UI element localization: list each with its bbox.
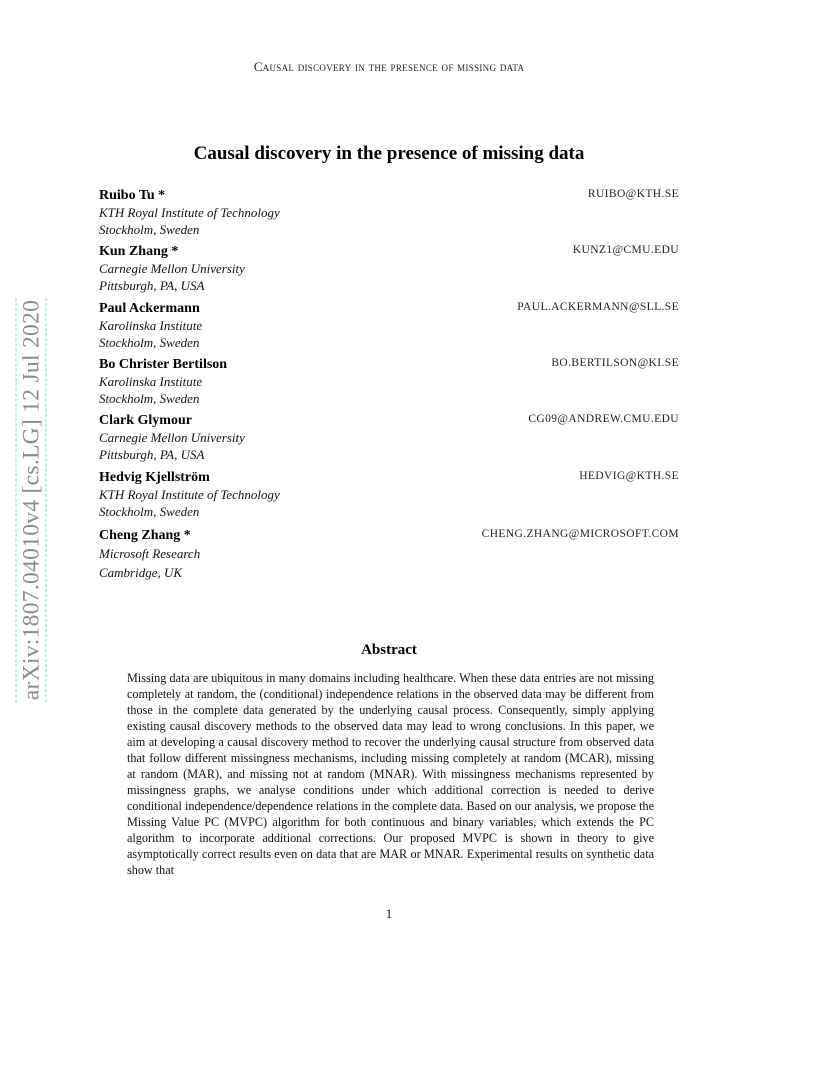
author-affiliation: KTH Royal Institute of Technology	[99, 205, 280, 220]
author-name: Hedvig Kjellström	[99, 470, 210, 485]
arxiv-stamp[interactable]	[15, 268, 47, 732]
arxiv-stamp-text: arXiv:1807.04010v4 [cs.LG] 12 Jul 2020	[16, 298, 47, 702]
author-location: Stockholm, Sweden	[99, 334, 200, 350]
author-affiliation: Microsoft Research	[99, 546, 201, 561]
author-block	[99, 356, 679, 407]
abstract-body: Missing data are ubiquitous in many domains including healthcare. When these data entries are not missing completely at random, the (conditional) independence relations in the observed data may be different from those in the complete data generated by the underlying causal process. Consequently, simply applying existing causal discovery methods to the observed data may lead to wrong conclusions. In this paper, we aim at developing a causal discovery method to recover the underlying causal structure from observed data that follow different missingness mechanisms, including missing completely at random (MCAR), missing at random (MAR), and missing not at random (MNAR). With missingness mechanisms represented by missingness graphs, we analyse conditions under which additional correction is needed to derive conditional independence/dependence relations in the complete data. Based on our analysis, we propose the Missing Value PC (MVPC) algorithm for both continuous and binary variables, which extends the PC algorithm to incorporate additional corrections. Our proposed MVPC is shown in theory to give asymptotically correct results even on data that are MAR or MNAR. Experimental results on synthetic data show that	[127, 671, 654, 877]
author-name: Kun Zhang *	[99, 244, 179, 259]
author-email: RUIBO@KTH.SE	[587, 188, 679, 200]
author-location: Pittsburgh, PA, USA	[99, 446, 205, 462]
author-email: KUNZ1@CMU.EDU	[572, 244, 679, 256]
author-name: Paul Ackermann	[99, 301, 200, 316]
author-email: BO.BERTILSON@KI.SE	[551, 357, 679, 369]
author-block	[99, 243, 679, 294]
author-location: Stockholm, Sweden	[99, 221, 200, 237]
author-email: PAUL.ACKERMANN@SLL.SE	[517, 301, 679, 313]
page-number: 1	[385, 906, 393, 921]
author-email: CG09@ANDREW.CMU.EDU	[528, 413, 679, 425]
author-location: Stockholm, Sweden	[99, 503, 200, 519]
abstract-heading: Abstract	[361, 642, 417, 658]
author-block	[99, 527, 679, 582]
author-block	[99, 300, 679, 351]
author-affiliation: Karolinska Institute	[99, 374, 203, 389]
author-location: Cambridge, UK	[99, 564, 183, 580]
author-email: HEDVIG@KTH.SE	[579, 470, 679, 482]
author-name: Bo Christer Bertilson	[99, 357, 228, 372]
author-affiliation: Carnegie Mellon University	[99, 261, 245, 276]
author-location: Pittsburgh, PA, USA	[99, 277, 205, 293]
author-name: Ruibo Tu *	[99, 188, 166, 203]
author-location: Stockholm, Sweden	[99, 390, 200, 406]
running-head: Causal discovery in the presence of missing data	[253, 59, 525, 74]
author-affiliation: Karolinska Institute	[99, 318, 203, 333]
author-block	[99, 412, 679, 463]
author-block	[99, 469, 679, 520]
author-email: CHENG.ZHANG@MICROSOFT.COM	[481, 528, 679, 540]
author-affiliation: KTH Royal Institute of Technology	[99, 487, 280, 502]
author-affiliation: Carnegie Mellon University	[99, 430, 245, 445]
author-name: Cheng Zhang *	[99, 528, 191, 543]
paper-title: Causal discovery in the presence of missing data	[193, 143, 585, 164]
author-name: Clark Glymour	[99, 413, 192, 428]
author-block	[99, 187, 679, 238]
